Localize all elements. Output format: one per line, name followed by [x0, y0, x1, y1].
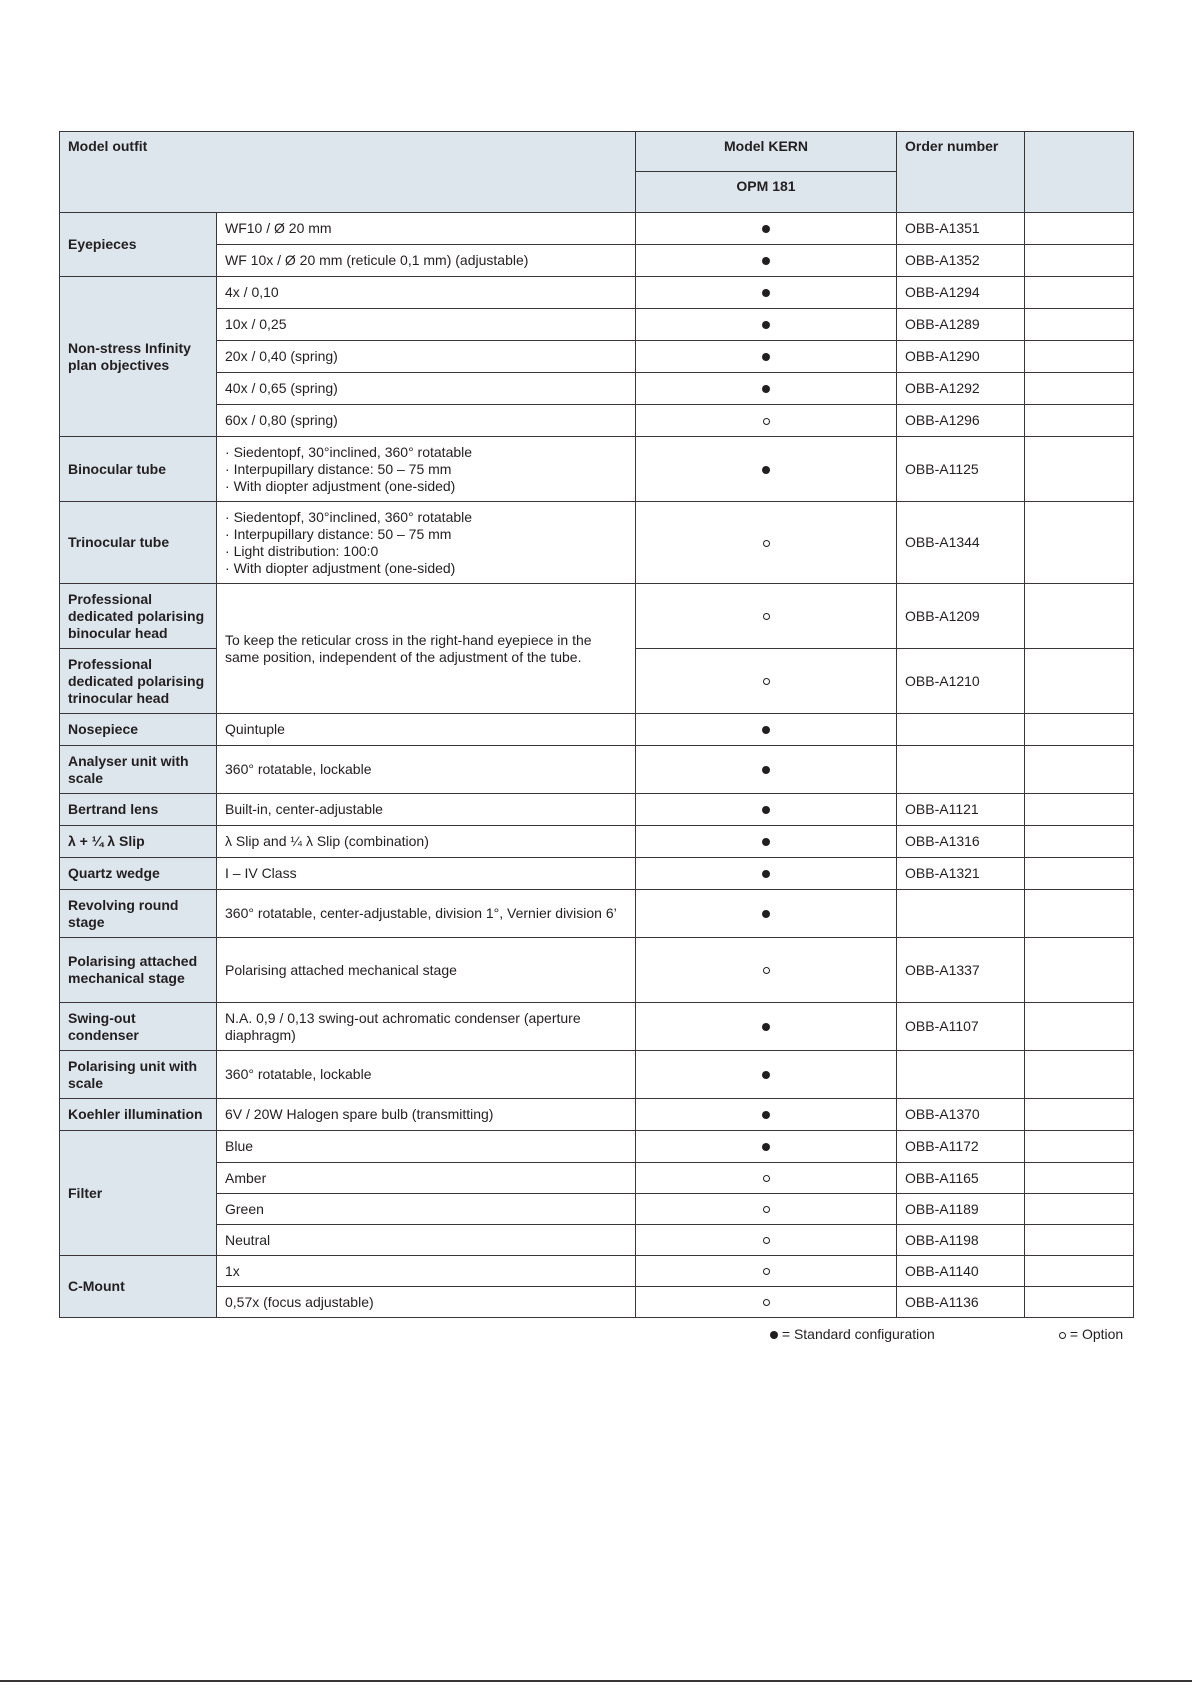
header-model-kern: Model KERN	[636, 132, 897, 172]
mark-cell	[636, 1287, 897, 1318]
filled-dot-icon	[762, 766, 770, 774]
description-cell: 360° rotatable, lockable	[217, 1051, 636, 1099]
empty-cell	[1025, 277, 1134, 309]
description-cell: λ Slip and ¼ λ Slip (combination)	[217, 826, 636, 858]
description-cell: 0,57x (focus adjustable)	[217, 1287, 636, 1318]
legend-standard	[770, 1326, 935, 1342]
header-order-number: Order number	[897, 132, 1025, 213]
filled-dot-icon	[762, 838, 770, 846]
mark-cell	[636, 437, 897, 502]
description-cell: Polarising attached mechanical stage	[217, 938, 636, 1003]
empty-cell	[1025, 938, 1134, 1003]
open-circle-icon	[763, 1268, 770, 1275]
table-row	[60, 341, 1134, 373]
order-cell: OBB-A1121	[897, 794, 1025, 826]
filled-dot-icon	[762, 289, 770, 297]
legend-standard-label: = Standard configuration	[781, 1326, 935, 1342]
filled-dot-icon	[762, 225, 770, 233]
mark-cell	[636, 1003, 897, 1051]
order-cell	[897, 1051, 1025, 1099]
empty-cell	[1025, 1287, 1134, 1318]
mark-cell	[636, 277, 897, 309]
mark-cell	[636, 502, 897, 584]
table-row	[60, 1163, 1134, 1194]
description-cell: Quintuple	[217, 714, 636, 746]
order-cell	[897, 746, 1025, 794]
table-row	[60, 584, 1134, 649]
open-circle-icon	[763, 967, 770, 974]
category-cell: Revolving round stage	[60, 890, 217, 938]
mark-cell	[636, 938, 897, 1003]
category-cell: Binocular tube	[60, 437, 217, 502]
order-cell: OBB-A1296	[897, 405, 1025, 437]
order-cell: OBB-A1316	[897, 826, 1025, 858]
filled-dot-icon	[762, 385, 770, 393]
mark-cell	[636, 746, 897, 794]
mark-cell	[636, 213, 897, 245]
order-cell: OBB-A1125	[897, 437, 1025, 502]
category-cell: C-Mount	[60, 1256, 217, 1318]
table-row	[60, 1051, 1134, 1099]
legend-option-label: = Option	[1069, 1326, 1124, 1342]
empty-cell	[1025, 213, 1134, 245]
mark-cell	[636, 373, 897, 405]
empty-cell	[1025, 245, 1134, 277]
category-cell: Nosepiece	[60, 714, 217, 746]
filled-dot-icon	[762, 726, 770, 734]
order-cell	[897, 890, 1025, 938]
empty-cell	[1025, 1131, 1134, 1163]
description-cell: 20x / 0,40 (spring)	[217, 341, 636, 373]
order-cell: OBB-A1210	[897, 649, 1025, 714]
description-cell: Built-in, center-adjustable	[217, 794, 636, 826]
category-cell: Professional dedicated polarising trinocular head	[60, 649, 217, 714]
open-circle-icon	[763, 678, 770, 685]
mark-cell	[636, 1051, 897, 1099]
description-cell: To keep the reticular cross in the right-hand eyepiece in the same position, independent of the adjustment of the tube.	[217, 584, 636, 714]
mark-cell	[636, 1163, 897, 1194]
order-cell: OBB-A1140	[897, 1256, 1025, 1287]
table-row	[60, 277, 1134, 309]
empty-cell	[1025, 858, 1134, 890]
filled-dot-icon	[762, 806, 770, 814]
spec-table	[59, 131, 1134, 1318]
order-cell: OBB-A1370	[897, 1099, 1025, 1131]
table-row	[60, 826, 1134, 858]
mark-cell	[636, 649, 897, 714]
table-row	[60, 437, 1134, 502]
filled-dot-icon	[762, 910, 770, 918]
empty-cell	[1025, 794, 1134, 826]
table-row	[60, 1131, 1134, 1163]
bullet-item: · With diopter adjustment (one-sided)	[225, 478, 627, 495]
filled-dot-icon	[770, 1331, 778, 1339]
table-row	[60, 1256, 1134, 1287]
header-empty	[1025, 132, 1134, 213]
open-circle-icon	[763, 540, 770, 547]
empty-cell	[1025, 1225, 1134, 1256]
category-cell: Trinocular tube	[60, 502, 217, 584]
filled-dot-icon	[762, 321, 770, 329]
description-cell: 360° rotatable, lockable	[217, 746, 636, 794]
empty-cell	[1025, 502, 1134, 584]
category-cell: Bertrand lens	[60, 794, 217, 826]
order-cell: OBB-A1198	[897, 1225, 1025, 1256]
order-cell	[897, 714, 1025, 746]
mark-cell	[636, 794, 897, 826]
table-row	[60, 1225, 1134, 1256]
description-cell: 40x / 0,65 (spring)	[217, 373, 636, 405]
open-circle-icon	[763, 1175, 770, 1182]
description-cell: N.A. 0,9 / 0,13 swing-out achromatic condenser (aperture diaphragm)	[217, 1003, 636, 1051]
mark-cell	[636, 714, 897, 746]
empty-cell	[1025, 373, 1134, 405]
empty-cell	[1025, 714, 1134, 746]
filled-dot-icon	[762, 1071, 770, 1079]
table-row	[60, 245, 1134, 277]
mark-cell	[636, 405, 897, 437]
filled-dot-icon	[762, 1111, 770, 1119]
table-row	[60, 1194, 1134, 1225]
order-cell: OBB-A1337	[897, 938, 1025, 1003]
table-row	[60, 938, 1134, 1003]
table-row	[60, 373, 1134, 405]
open-circle-icon	[763, 613, 770, 620]
mark-cell	[636, 584, 897, 649]
order-cell: OBB-A1209	[897, 584, 1025, 649]
bullet-item: · Interpupillary distance: 50 – 75 mm	[225, 526, 627, 543]
description-cell: WF10 / Ø 20 mm	[217, 213, 636, 245]
table-row	[60, 1003, 1134, 1051]
order-cell: OBB-A1290	[897, 341, 1025, 373]
table-row	[60, 858, 1134, 890]
order-cell: OBB-A1344	[897, 502, 1025, 584]
empty-cell	[1025, 1194, 1134, 1225]
description-cell	[217, 502, 636, 584]
empty-cell	[1025, 309, 1134, 341]
bullet-item: · Light distribution: 100:0	[225, 543, 627, 560]
table-row	[60, 1287, 1134, 1318]
filled-dot-icon	[762, 353, 770, 361]
mark-cell	[636, 1194, 897, 1225]
legend-option	[1059, 1326, 1123, 1342]
table-row	[60, 714, 1134, 746]
page-bottom-rule	[0, 1680, 1192, 1682]
description-cell: 6V / 20W Halogen spare bulb (transmitting)	[217, 1099, 636, 1131]
table-row	[60, 890, 1134, 938]
category-cell: Professional dedicated polarising binocular head	[60, 584, 217, 649]
open-circle-icon	[1059, 1332, 1066, 1339]
open-circle-icon	[763, 1206, 770, 1213]
description-cell: 360° rotatable, center-adjustable, division 1°, Vernier division 6’	[217, 890, 636, 938]
description-cell: Green	[217, 1194, 636, 1225]
category-cell: Quartz wedge	[60, 858, 217, 890]
category-cell: Polarising attached mechanical stage	[60, 938, 217, 1003]
order-cell: OBB-A1172	[897, 1131, 1025, 1163]
table-row	[60, 502, 1134, 584]
description-cell: 1x	[217, 1256, 636, 1287]
category-cell: Eyepieces	[60, 213, 217, 277]
table-row	[60, 213, 1134, 245]
mark-cell	[636, 826, 897, 858]
empty-cell	[1025, 405, 1134, 437]
order-cell: OBB-A1294	[897, 277, 1025, 309]
empty-cell	[1025, 341, 1134, 373]
table-row	[60, 405, 1134, 437]
bullet-item: · Siedentopf, 30°inclined, 360° rotatable	[225, 509, 627, 526]
description-cell: Amber	[217, 1163, 636, 1194]
empty-cell	[1025, 826, 1134, 858]
empty-cell	[1025, 1163, 1134, 1194]
order-cell: OBB-A1352	[897, 245, 1025, 277]
category-cell: Analyser unit with scale	[60, 746, 217, 794]
order-cell: OBB-A1189	[897, 1194, 1025, 1225]
bullet-item: · Siedentopf, 30°inclined, 360° rotatable	[225, 444, 627, 461]
description-cell: 4x / 0,10	[217, 277, 636, 309]
mark-cell	[636, 1225, 897, 1256]
category-cell: Swing-out condenser	[60, 1003, 217, 1051]
table-row	[60, 746, 1134, 794]
order-cell: OBB-A1289	[897, 309, 1025, 341]
table-row	[60, 794, 1134, 826]
mark-cell	[636, 245, 897, 277]
mark-cell	[636, 1131, 897, 1163]
order-cell: OBB-A1165	[897, 1163, 1025, 1194]
category-cell: λ + ¼ λ Slip	[60, 826, 217, 858]
table-row	[60, 1099, 1134, 1131]
mark-cell	[636, 1099, 897, 1131]
description-cell: Blue	[217, 1131, 636, 1163]
empty-cell	[1025, 1099, 1134, 1131]
description-cell: 60x / 0,80 (spring)	[217, 405, 636, 437]
description-cell: I – IV Class	[217, 858, 636, 890]
open-circle-icon	[763, 1237, 770, 1244]
empty-cell	[1025, 437, 1134, 502]
description-cell: WF 10x / Ø 20 mm (reticule 0,1 mm) (adjustable)	[217, 245, 636, 277]
order-cell: OBB-A1351	[897, 213, 1025, 245]
order-cell: OBB-A1321	[897, 858, 1025, 890]
description-cell: Neutral	[217, 1225, 636, 1256]
empty-cell	[1025, 649, 1134, 714]
filled-dot-icon	[762, 870, 770, 878]
open-circle-icon	[763, 418, 770, 425]
mark-cell	[636, 341, 897, 373]
mark-cell	[636, 309, 897, 341]
empty-cell	[1025, 584, 1134, 649]
category-cell: Non-stress Infinity plan objectives	[60, 277, 217, 437]
empty-cell	[1025, 890, 1134, 938]
empty-cell	[1025, 1003, 1134, 1051]
order-cell: OBB-A1292	[897, 373, 1025, 405]
bullet-item: · Interpupillary distance: 50 – 75 mm	[225, 461, 627, 478]
bullet-list	[225, 444, 627, 495]
header-model-outfit: Model outfit	[60, 132, 636, 213]
description-cell: 10x / 0,25	[217, 309, 636, 341]
empty-cell	[1025, 1256, 1134, 1287]
category-cell: Filter	[60, 1131, 217, 1256]
empty-cell	[1025, 746, 1134, 794]
table-row	[60, 309, 1134, 341]
mark-cell	[636, 1256, 897, 1287]
filled-dot-icon	[762, 257, 770, 265]
filled-dot-icon	[762, 1143, 770, 1151]
empty-cell	[1025, 1051, 1134, 1099]
open-circle-icon	[763, 1299, 770, 1306]
category-cell: Polarising unit with scale	[60, 1051, 217, 1099]
mark-cell	[636, 890, 897, 938]
category-cell: Koehler illumination	[60, 1099, 217, 1131]
description-cell	[217, 437, 636, 502]
bullet-list	[225, 509, 627, 577]
order-cell: OBB-A1107	[897, 1003, 1025, 1051]
filled-dot-icon	[762, 1023, 770, 1031]
filled-dot-icon	[762, 466, 770, 474]
bullet-item: · With diopter adjustment (one-sided)	[225, 560, 627, 577]
order-cell: OBB-A1136	[897, 1287, 1025, 1318]
header-model-code: OPM 181	[636, 172, 897, 213]
mark-cell	[636, 858, 897, 890]
